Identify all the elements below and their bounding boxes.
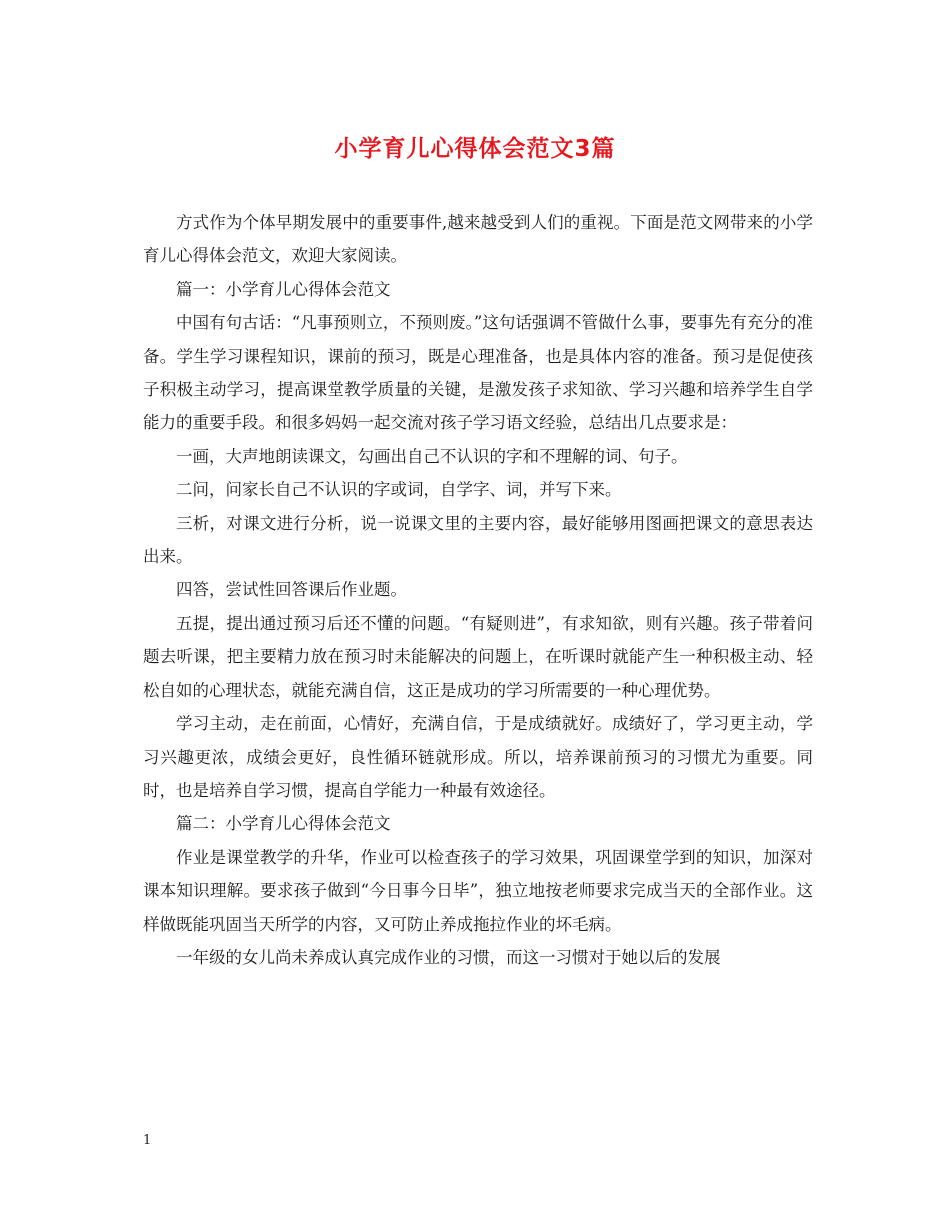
paragraph: 一画，大声地朗读课文，勾画出自己不认识的字和不理解的词、句子。	[176, 446, 688, 466]
document-title: 小学育儿心得体会范文3篇	[334, 136, 616, 162]
paragraph: 学习主动，走在前面，心情好，充满自信，于是成绩就好。成绩好了，学习更主动，学习兴趣更浓，成绩会更好，良性循环链就形成。所以，培养课前预习的习惯尤为重要。同时，也是培养自学习惯，提高自学能力一种最有效途径。	[143, 714, 813, 800]
paragraph: 三析，对课文进行分析，说一说课文里的主要内容，最好能够用图画把课文的意思表达出来。	[143, 513, 813, 567]
paragraph: 一年级的女儿尚未养成认真完成作业的习惯，而这一习惯对于她以后的发展	[176, 947, 721, 967]
page-number: 1	[143, 1133, 152, 1148]
paragraph: 作业是课堂教学的升华，作业可以检查孩子的学习效果，巩固课堂学到的知识，加深对课本知识理解。要求孩子做到“今日事今日毕”，独立地按老师要求完成当天的全部作业。这样做既能巩固当天所学的内容，又可防止养成拖拉作业的坏毛病。	[143, 847, 813, 934]
paragraph-intro: 方式作为个体早期发展中的重要事件,越来越受到人们的重视。下面是范文网带来的小学育儿心得体会范文，欢迎大家阅读。	[143, 213, 813, 266]
section-heading-2: 篇二：小学育儿心得体会范文	[176, 814, 391, 834]
paragraph: 四答，尝试性回答课后作业题。	[176, 580, 407, 600]
paragraph: 中国有句古话：“凡事预则立，不预则废。”这句话强调不管做什么事，要事先有充分的准备。学生学习课程知识，课前的预习，既是心理准备，也是具体内容的准备。预习是促使孩子积极主动学习，提高课堂教学质量的关键，是激发孩子求知欲、学习兴趣和培养学生自学能力的重要手段。和很多妈妈一起交流对孩子学习语文经验，总结出几点要求是：	[143, 313, 813, 433]
paragraph: 二问，问家长自己不认识的字或词，自学字、词，并写下来。	[176, 480, 622, 500]
paragraph: 五提，提出通过预习后还不懂的问题。“有疑则进”，有求知欲，则有兴趣。孩子带着问题去听课，把主要精力放在预习时未能解决的问题上，在听课时就能产生一种积极主动、轻松自如的心理状态，就能充满自信，这正是成功的学习所需要的一种心理优势。	[143, 613, 813, 700]
section-heading-1: 篇一：小学育儿心得体会范文	[176, 279, 391, 299]
document-body	[143, 206, 813, 974]
